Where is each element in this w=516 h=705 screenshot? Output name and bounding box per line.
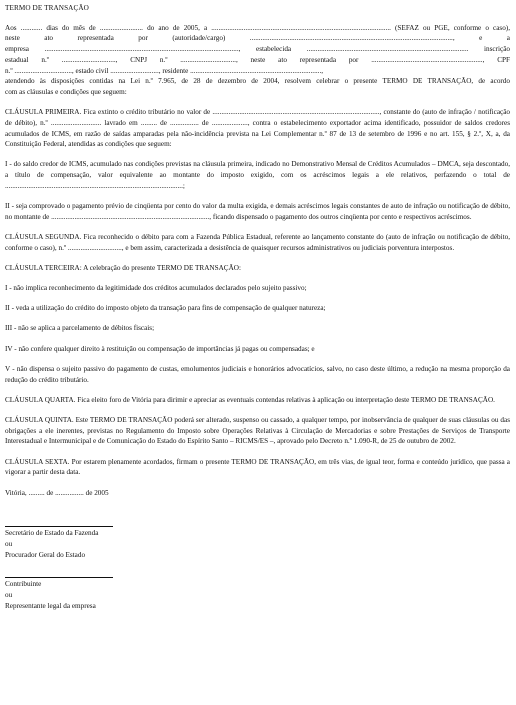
intro-line: atendendo às disposições contidas na Lei n.º 7.965, de 28 de dezembro de 2004, resolvem celebrar o presente TERMO DE TRANSAÇÃO, de acordo [5,77,510,86]
signatory-title: Representante legal da empresa [5,601,96,610]
clausula-sexta: CLÁUSULA SEXTA. Por estarem plenamente acordados, firmam o presente TERMO DE TRANSAÇÃO, em três vias, de igual teor, forma e conteúdo jurídico, que passa a vigorar a partir desta data. [5,457,510,477]
signature-block-taxpayer [5,571,510,611]
signature-line [5,571,113,578]
terceira-item-v: V - não dispensa o sujeito passivo do pagamento de custas, emolumentos judiciais e honorários advocatícios, salvo, no caso deste último, a redução na mesma proporção da redução do crédito tributário. [5,364,510,384]
terceira-item-iii: III - não se aplica a parcelamento de débitos fiscais; [5,324,155,333]
intro-line: com as cláusulas e condições que seguem: [5,87,127,96]
clausula-terceira: CLÁUSULA TERCEIRA: A celebração do presente TERMO DE TRANSAÇÃO: [5,263,241,272]
intro-line: empresa ............................................................................................................, estabelecida .......................................................................................... inscrição [5,45,510,54]
intro-line: n.º ................................, estado civil ..........................., residente ........................................................................., [5,66,324,75]
signatory-title: Secretário de Estado da Fazenda [5,529,99,538]
signatory-title: Procurador Geral do Estado [5,550,86,559]
item-i: I - do saldo credor de ICMS, acumulado nas condições previstas na cláusula primeira, indicado no Demonstrativo Mensal de Créditos Acumulados – DMCA, seja descontado, a título de compensação, valor equivalente ao montante do imposto exigido, com os acréscimos legais a ele relativos, perfazendo o total de ...................................................................................................; [5,160,510,190]
item-ii: II - seja comprovado o pagamento prévio de cinqüenta por cento do valor da multa exigida, e demais acréscimos legais constantes de auto de infração ou notificação de débito, no montante de ........................................................................................, ficando dispensado o pagamento dos outros cinqüenta por cento e respectivos acréscimos. [5,202,510,221]
date-line: Vitória, ......... de ................ de 2005 [5,488,109,497]
terceira-item-ii: II - veda a utilização do crédito do imposto objeto da transação para fins de compensação de qualquer natureza; [5,304,326,313]
clausula-primeira: CLÁUSULA PRIMEIRA. Fica extinto o crédito tributário no valor de ............................................................................................., constante do (auto de infração / notificação de débito), n.º ............................ lavrado em ......... de ................ de ...................., contra o estabelecimento exportador acima identificado, possuidor de saldos credores acumulados de ICMS, em razão de saídas amparadas pela não-incidência prevista na Lei Complementar n.º 87 de 13 de setembro de 1996 e no art. 155, § 2.º, X, a, da Constituição Federal, atendidas as condições que seguem: [5,108,510,149]
intro-line: Aos ............ dias do mês de ........................ do ano de 2005, a .................................................................................................... (SEFAZ ou PGE, conforme o caso), [5,23,510,32]
signature-block-government [5,520,510,560]
signatory-title: Contribuinte [5,580,42,589]
terceira-item-iv: IV - não confere qualquer direito à restituição ou compensação de importâncias já pagas ou compensadas; e [5,344,315,353]
signatory-connector: ou [5,539,13,548]
clausula-quinta: CLÁUSULA QUINTA. Este TERMO DE TRANSAÇÃO poderá ser alterado, suspenso ou cassado, a qualquer tempo, por inobservância de qualquer de suas cláusulas ou das obrigações a ele inerentes, previstas no Regulamento do Imposto sobre Operações Relativas à Circulação de Mercadorias e sobre Prestações de Serviços de Transporte Interestadual e Intermunicipal e de Comunicação do Estado do Espírito Santo – RICMS/ES –, aprovado pelo Decreto n.º 1.090-R, de 25 de outubro de 2002. [5,415,510,446]
intro-line: estadual n.º .............................., CNPJ n.º ..............................., neste ato representada por .............................................................., CPF [5,55,510,64]
document-title: TERMO DE TRANSAÇÃO [5,4,89,12]
signatory-connector: ou [5,591,13,600]
intro-line: neste ato representada por (autoridade/cargo) ................................................................................................................., e a [5,34,510,43]
terceira-item-i: I - não implica reconhecimento da legitimidade dos créditos acumulados declarados pelo sujeito passivo; [5,284,307,293]
intro-paragraph [5,23,510,98]
clausula-quarta: CLÁUSULA QUARTA. Fica eleito foro de Vitória para dirimir e apreciar as eventuais contendas relativas à aplicação ou interpretação deste TERMO DE TRANSAÇÃO. [5,395,495,404]
signature-line [5,520,113,527]
clausula-segunda: CLÁUSULA SEGUNDA. Fica reconhecido o débito para com a Fazenda Pública Estadual, referente ao lançamento constante do (auto de infração ou notificação de débito, conforme o caso), n.º .............................., e bem assim, caracterizada a desistência de quaisquer recursos administrativos ou judiciais porventura interpostos. [5,232,510,252]
